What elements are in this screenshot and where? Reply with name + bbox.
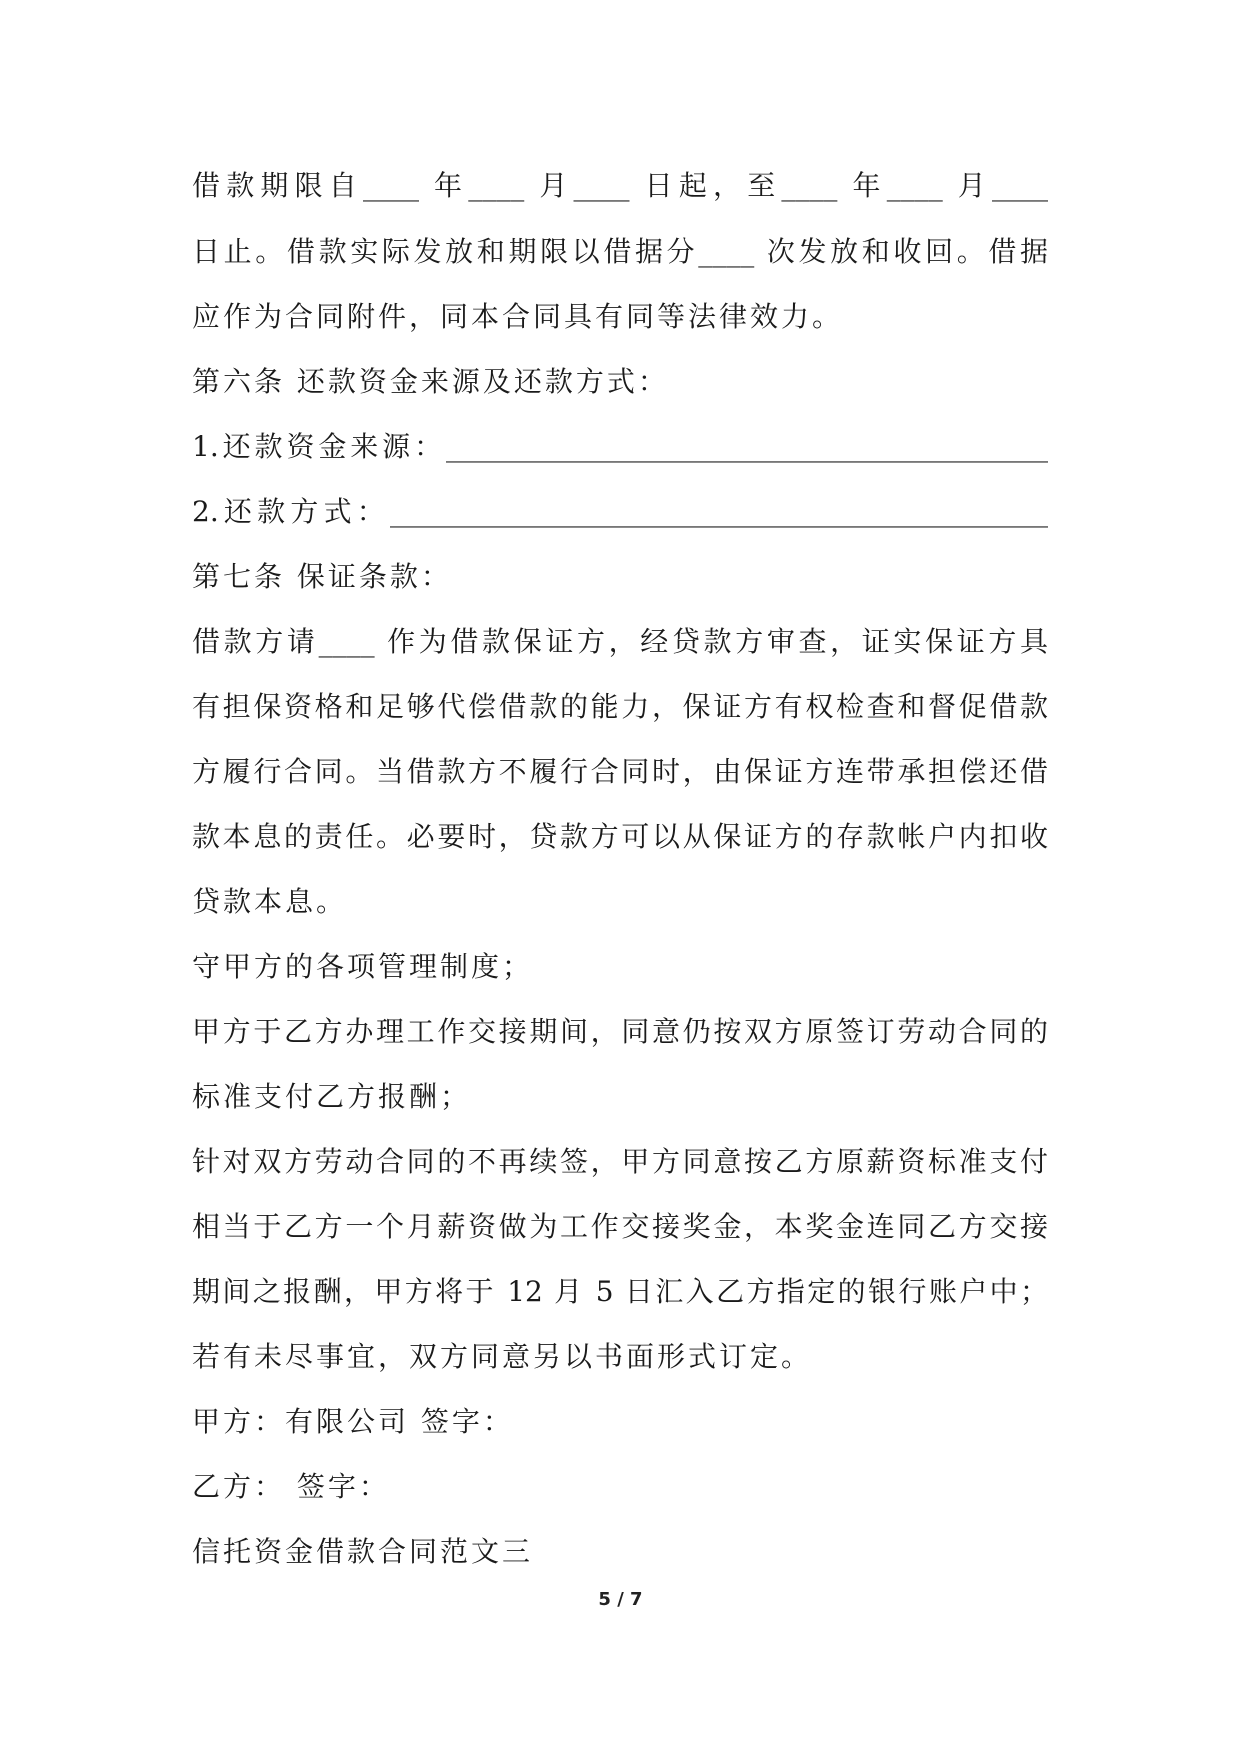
- text-line: 2.还款方式：_______________________________________________: [192, 495, 1048, 528]
- signature-line-party-a: 甲方：有限公司 签字：: [192, 1405, 514, 1438]
- text-line: 款本息的责任。必要时，贷款方可以从保证方的存款帐户内扣收: [192, 820, 1048, 853]
- text-line: 针对双方劳动合同的不再续签，甲方同意按乙方原薪资标准支付: [192, 1145, 1048, 1178]
- text-line: 若有未尽事宜，双方同意另以书面形式订定。: [192, 1340, 813, 1373]
- page-number: 5 / 7: [598, 1589, 643, 1610]
- text-line: 方履行合同。当借款方不履行合同时，由保证方连带承担偿还借: [192, 755, 1048, 788]
- text-line: 日止。借款实际发放和期限以借据分____ 次发放和收回。借据: [192, 235, 1048, 268]
- text-line: 相当于乙方一个月薪资做为工作交接奖金，本奖金连同乙方交接: [192, 1210, 1048, 1243]
- text-line: 借款期限自____ 年____ 月____ 日起，至____ 年____ 月____: [192, 169, 1048, 202]
- text-line: 甲方于乙方办理工作交接期间，同意仍按双方原签订劳动合同的: [192, 1015, 1048, 1048]
- section-heading: 第七条 保证条款：: [192, 560, 452, 593]
- text-line: 应作为合同附件，同本合同具有同等法律效力。: [192, 300, 844, 333]
- text-line: 1.还款资金来源：___________________________________________: [192, 430, 1048, 463]
- next-section-title: 信托资金借款合同范文三: [192, 1535, 534, 1568]
- text-line: 借款方请____ 作为借款保证方，经贷款方审查，证实保证方具: [192, 625, 1048, 658]
- section-heading: 第六条 还款资金来源及还款方式：: [192, 365, 669, 398]
- signature-line-party-b: 乙方： 签字：: [192, 1470, 390, 1503]
- text-line: 有担保资格和足够代偿借款的能力，保证方有权检查和督促借款: [192, 690, 1048, 723]
- text-line: 守甲方的各项管理制度；: [192, 950, 534, 983]
- text-line: 期间之报酬，甲方将于 12 月 5 日汇入乙方指定的银行账户中；: [192, 1275, 1048, 1308]
- text-line: 标准支付乙方报酬；: [192, 1080, 472, 1113]
- text-line: 贷款本息。: [192, 885, 348, 918]
